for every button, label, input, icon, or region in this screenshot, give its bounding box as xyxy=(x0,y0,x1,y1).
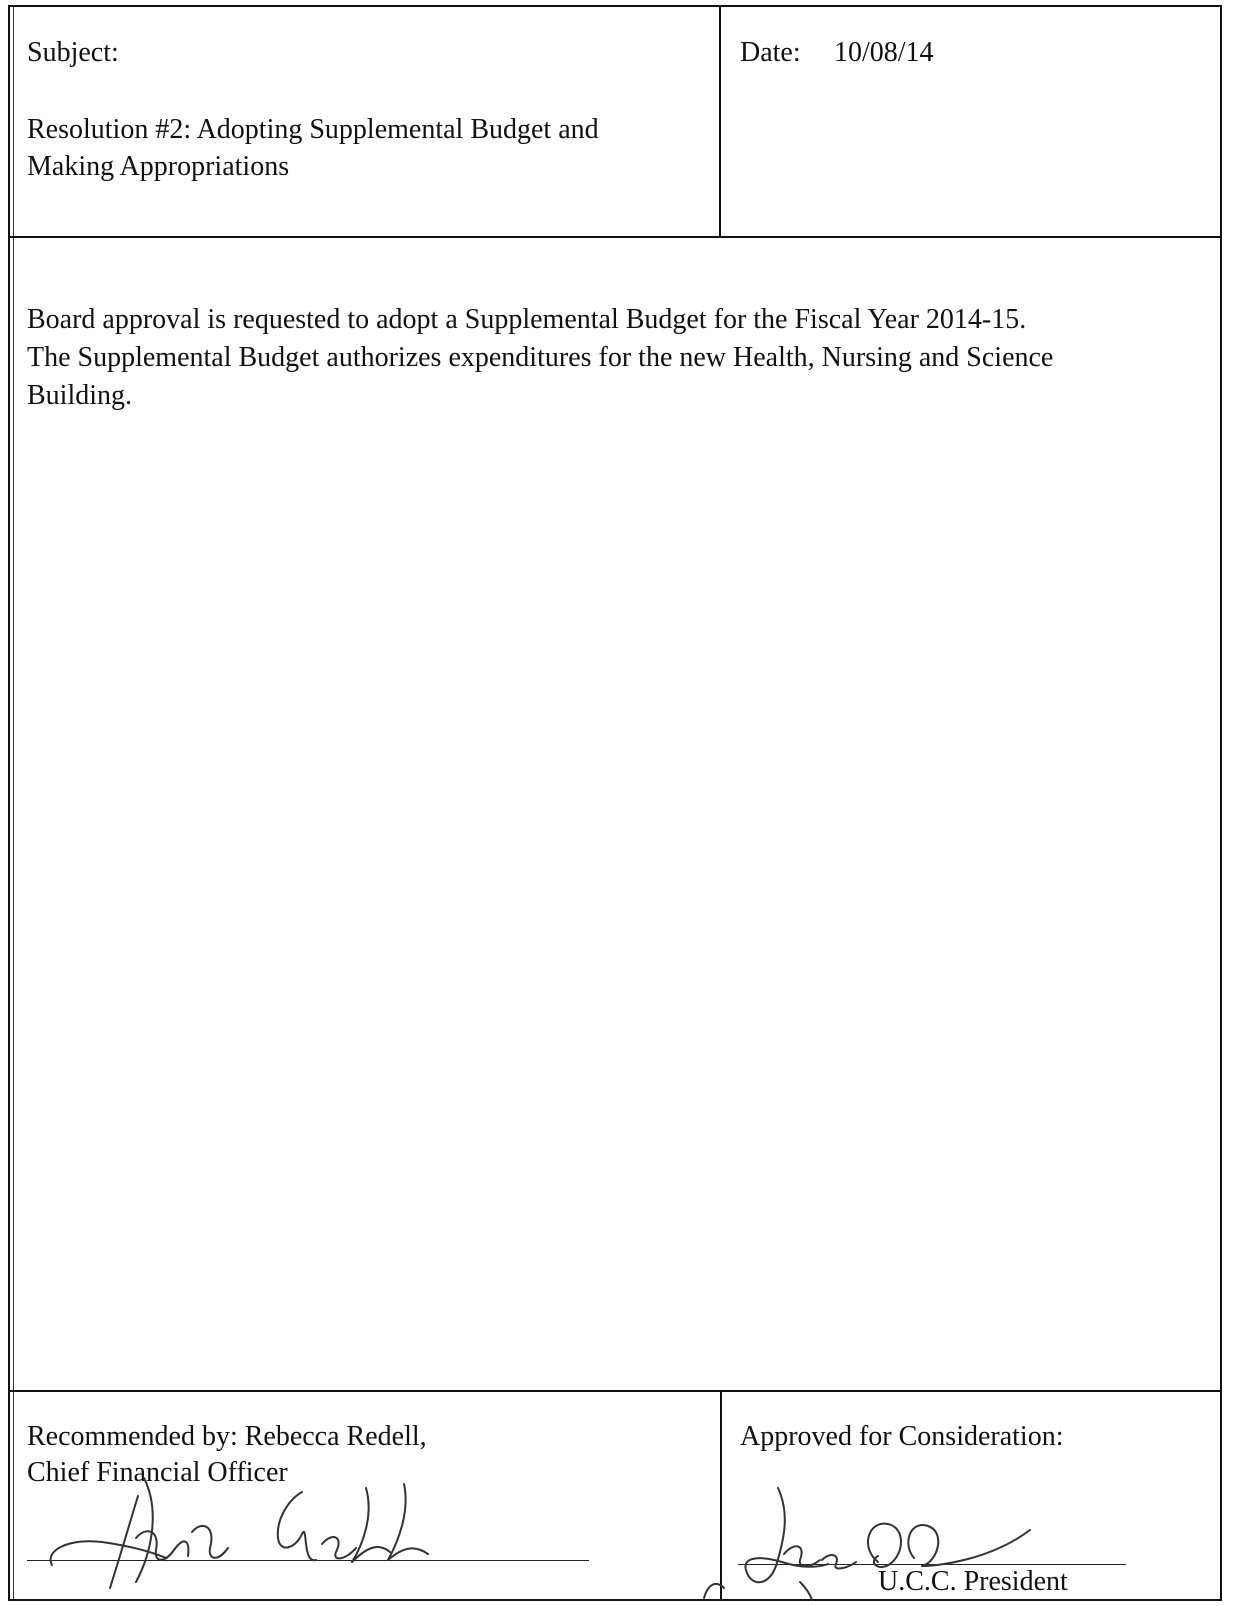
header-divider xyxy=(10,236,1220,238)
date-value: 10/08/14 xyxy=(834,37,934,68)
recommender-signature xyxy=(40,1470,440,1590)
subject-line-2: Making Appropriations xyxy=(27,151,290,182)
header-column-divider xyxy=(719,6,721,237)
footer-divider xyxy=(10,1390,1220,1392)
body-line-1: Board approval is requested to adopt a Supplemental Budget for the Fiscal Year 2014-15. xyxy=(27,304,1027,335)
body-line-2: The Supplemental Budget authorizes expenditures for the new Health, Nursing and Science xyxy=(27,342,1054,373)
president-signature xyxy=(700,1470,1060,1600)
approved-for-consideration-label: Approved for Consideration: xyxy=(740,1421,1064,1452)
subject-line-1: Resolution #2: Adopting Supplemental Budget and xyxy=(27,114,599,145)
document-frame xyxy=(8,5,1222,1601)
date-label: Date: xyxy=(740,37,801,68)
recommended-by-line-1: Recommended by: Rebecca Redell, xyxy=(27,1421,427,1452)
subject-label: Subject: xyxy=(27,37,119,68)
recommended-by-line-2: Chief Financial Officer xyxy=(27,1457,288,1488)
frame-inner-rule xyxy=(13,7,14,1599)
body-line-3: Building. xyxy=(27,380,133,411)
president-label: U.C.C. President xyxy=(878,1566,1068,1597)
